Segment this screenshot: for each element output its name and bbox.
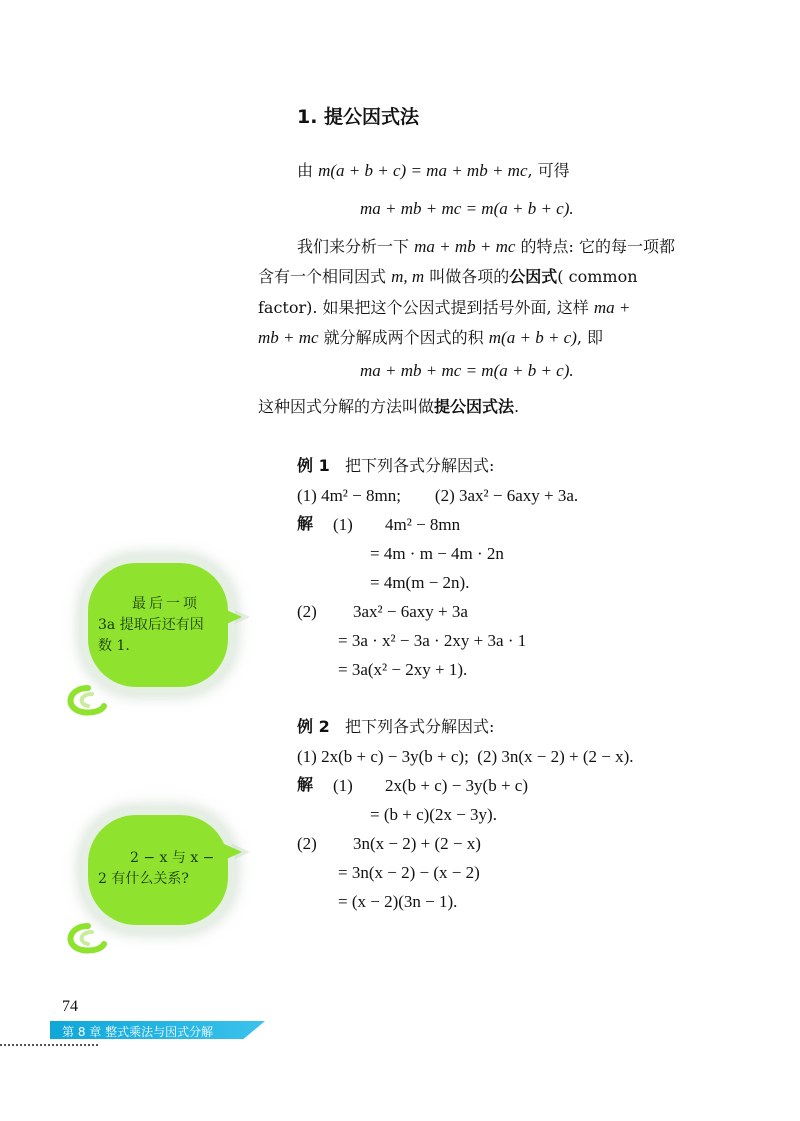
- bubble-1-line-3: 数 1.: [98, 638, 130, 654]
- analysis-m: m, m: [391, 267, 425, 286]
- analysis-text-3: factor). 如果把这个公因式提到括号外面, 这样: [258, 298, 589, 317]
- example-2-s1-line2: = (b + c)(2x − 3y).: [370, 805, 497, 824]
- example-2-prompt: 把下列各式分解因式:: [344, 717, 495, 736]
- bubble-2-line-2: 2 有什么关系?: [98, 871, 189, 887]
- analysis-line-3: [258, 299, 630, 316]
- example-2-problems: (1) 2x(b + c) − 3y(b + c); (2) 3n(x − 2) + (2 − x).: [297, 747, 634, 766]
- example-2-s2-line3: = (x − 2)(3n − 1).: [338, 892, 458, 911]
- example-1-s2-label: (2): [297, 602, 317, 621]
- example-2-s2-label: (2): [297, 834, 317, 853]
- formula-2: [360, 362, 574, 379]
- analysis-line-4: [258, 329, 603, 346]
- analysis-math-4a: mb + mc: [258, 328, 319, 347]
- page-number: 74: [62, 998, 78, 1015]
- term-common-factor: 公因式: [509, 267, 558, 286]
- swirl-icon: [58, 920, 108, 960]
- intro-prefix: 由: [297, 161, 314, 180]
- analysis-text-2b: 叫做各项的: [429, 267, 510, 286]
- analysis-line-1: [297, 238, 675, 255]
- example-2-solution-label: 解: [297, 775, 314, 794]
- analysis-math-3: ma +: [593, 298, 631, 317]
- chapter-title: 第 8 章 整式乘法与因式分解: [62, 1025, 214, 1039]
- example-1-label: 例 1: [297, 456, 330, 475]
- analysis-text-1: 我们来分析一下: [297, 237, 410, 256]
- footer-dotted-rule: [0, 1044, 98, 1046]
- example-2-s1-line1: 2x(b + c) − 3y(b + c): [385, 776, 528, 795]
- bubble-2-tail-inner: [222, 843, 242, 861]
- example-1-problems: (1) 4m² − 8mn; (2) 3ax² − 6axy + 3a.: [297, 486, 579, 505]
- example-1-s2-line3: = 3a(x² − 2xy + 1).: [338, 660, 468, 679]
- analysis-text-4b: , 即: [576, 328, 604, 347]
- intro-suffix: , 可得: [527, 161, 570, 180]
- analysis-line-2: [258, 268, 638, 285]
- analysis-text-4: 就分解成两个因式的积: [323, 328, 484, 347]
- example-1-s1-line1: 4m² − 8mn: [385, 515, 461, 534]
- example-1-s1-label: (1): [333, 515, 353, 534]
- example-1-s1-line3: = 4m(m − 2n).: [370, 573, 470, 592]
- bubble-2-line-1: 2 − x 与 x −: [130, 850, 215, 866]
- example-1-s2-line2: = 3a · x² − 3a · 2xy + 3a · 1: [338, 631, 527, 650]
- conclusion-text: 这种因式分解的方法叫做: [258, 397, 435, 416]
- formula-2-text: ma + mb + mc = m(a + b + c).: [360, 361, 574, 380]
- formula-1-text: ma + mb + mc = m(a + b + c).: [360, 199, 574, 218]
- example-1-prompt: 把下列各式分解因式:: [344, 456, 495, 475]
- analysis-text-2c: ( common: [557, 267, 638, 286]
- section-title: 1. 提公因式法: [297, 106, 420, 128]
- conclusion-line: [258, 399, 519, 415]
- term-method: 提公因式法: [434, 397, 515, 416]
- conclusion-end: .: [514, 397, 520, 416]
- example-2-s1-label: (1): [333, 776, 353, 795]
- example-1-s2-line1: 3ax² − 6axy + 3a: [353, 602, 468, 621]
- example-1-s1-line2: = 4m · m − 4m · 2n: [370, 544, 504, 563]
- example-2-header: [297, 719, 494, 735]
- intro-line: [297, 162, 570, 179]
- analysis-text-1b: 的特点: 它的每一项都: [520, 237, 676, 256]
- bubble-1-line-2: 3a 提取后还有因: [98, 617, 204, 633]
- analysis-math-4b: m(a + b + c): [488, 328, 577, 347]
- swirl-icon: [58, 682, 108, 722]
- analysis-math-1: ma + mb + mc: [414, 237, 516, 256]
- formula-1: [360, 200, 574, 217]
- example-1-header: [297, 458, 494, 474]
- bubble-1-tail-inner: [222, 608, 242, 626]
- intro-math: m(a + b + c) = ma + mb + mc: [318, 161, 528, 180]
- example-1-solution-label: 解: [297, 514, 314, 533]
- analysis-text-2: 含有一个相同因式: [258, 267, 387, 286]
- example-2-s2-line1: 3n(x − 2) + (2 − x): [353, 834, 481, 853]
- bubble-2-body: [88, 815, 228, 925]
- example-2-label: 例 2: [297, 717, 330, 736]
- bubble-1-line-1: 最后一项: [132, 596, 200, 612]
- example-2-s2-line2: = 3n(x − 2) − (x − 2): [338, 863, 480, 882]
